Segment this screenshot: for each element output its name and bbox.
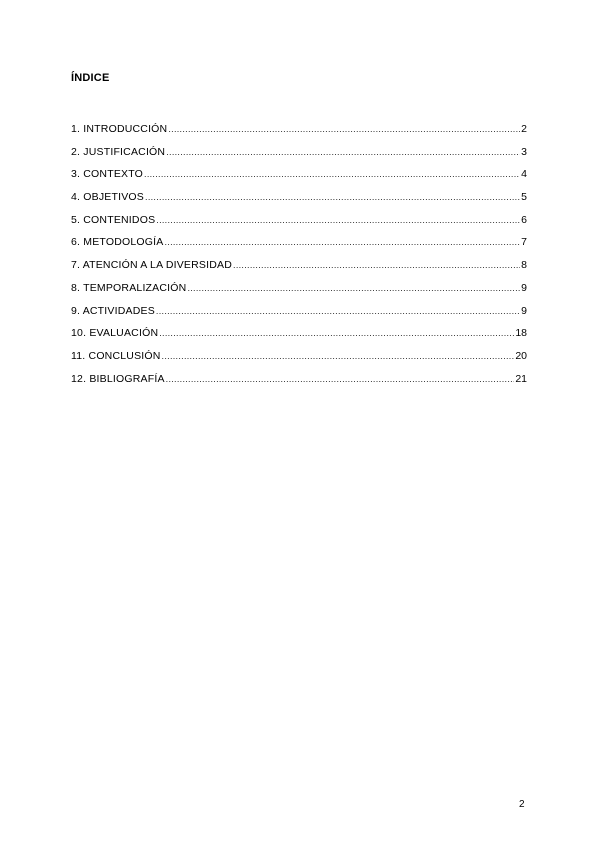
toc-dot-leader <box>156 213 520 227</box>
toc-dot-leader <box>162 349 515 363</box>
toc-dot-leader <box>159 326 514 340</box>
toc-entry-conclusion[interactable] <box>71 349 527 372</box>
toc-entry-justificacion[interactable] <box>71 145 527 168</box>
toc-dot-leader <box>166 372 515 386</box>
toc-entry-label: 9. ACTIVIDADES <box>71 304 155 317</box>
toc-dot-leader <box>156 304 520 318</box>
toc-entry-actividades[interactable] <box>71 304 527 327</box>
toc-entry-page: 5 <box>521 191 527 204</box>
toc-entry-label: 2. JUSTIFICACIÓN <box>71 145 166 158</box>
toc-entry-bibliografia[interactable] <box>71 372 527 395</box>
toc-entry-atencion-diversidad[interactable] <box>71 258 527 281</box>
toc-entry-page: 4 <box>521 168 527 181</box>
toc-entry-page: 2 <box>521 123 527 135</box>
toc-dot-leader <box>164 235 520 249</box>
toc-entry-page: 9 <box>521 304 527 317</box>
toc-entry-page: 8 <box>521 259 527 272</box>
toc-entry-contexto[interactable] <box>71 167 527 190</box>
toc-entry-objetivos[interactable] <box>71 190 527 213</box>
toc-entry-label: 12. BIBLIOGRAFÍA <box>71 372 165 385</box>
toc-entry-label: 3. CONTEXTO <box>71 168 144 181</box>
toc-entry-contenidos[interactable] <box>71 213 527 236</box>
table-of-contents <box>71 122 527 394</box>
toc-dot-leader <box>166 145 520 159</box>
toc-entry-page: 7 <box>521 236 527 249</box>
toc-dot-leader <box>187 281 520 295</box>
toc-entry-page: 3 <box>521 145 527 158</box>
toc-entry-label: 8. TEMPORALIZACIÓN <box>71 281 187 294</box>
toc-entry-page: 9 <box>521 281 527 294</box>
toc-entry-metodologia[interactable] <box>71 235 527 258</box>
toc-entry-label: 5. CONTENIDOS <box>71 213 156 226</box>
toc-entry-label: 6. METODOLOGÍA <box>71 236 164 249</box>
toc-dot-leader <box>144 167 520 181</box>
toc-entry-temporalizacion[interactable] <box>71 281 527 304</box>
toc-entry-page: 20 <box>515 349 527 362</box>
toc-entry-label: 7. ATENCIÓN A LA DIVERSIDAD <box>71 259 233 272</box>
toc-entry-evaluacion[interactable] <box>71 326 527 349</box>
toc-entry-label: 10. EVALUACIÓN <box>71 327 159 340</box>
toc-dot-leader <box>168 122 520 136</box>
toc-heading: ÍNDICE <box>71 72 110 84</box>
toc-entry-label: 4. OBJETIVOS <box>71 191 145 204</box>
page-number: 2 <box>519 799 525 810</box>
toc-entry-introduccion[interactable] <box>71 122 527 145</box>
toc-entry-label: 1. INTRODUCCIÓN <box>71 123 168 135</box>
toc-dot-leader <box>145 190 520 204</box>
toc-entry-page: 6 <box>521 213 527 226</box>
toc-dot-leader <box>233 258 520 272</box>
toc-entry-label: 11. CONCLUSIÓN <box>71 349 161 362</box>
toc-entry-page: 21 <box>515 372 527 385</box>
toc-entry-page: 18 <box>515 327 527 340</box>
